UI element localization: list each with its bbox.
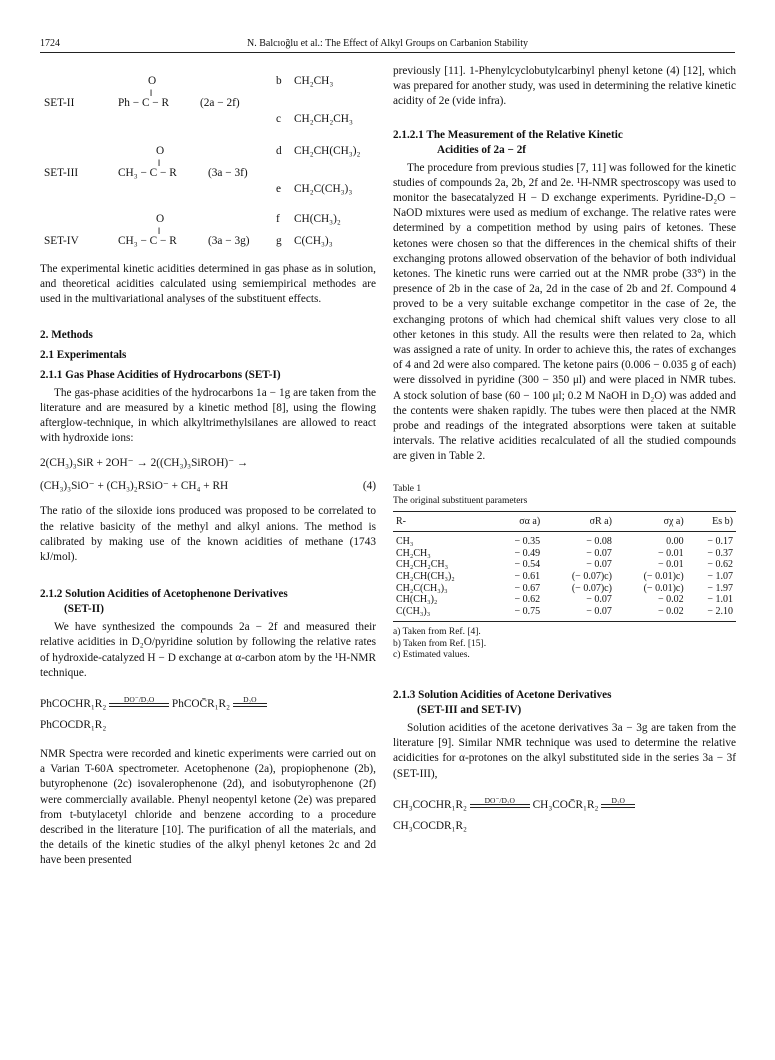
table-label: Table 1 (393, 483, 422, 494)
table-cell: − 0.01 (658, 547, 684, 559)
table-row (393, 571, 736, 583)
paragraph-previously: previously [11]. 1-Phenylcyclobutylcarbinyl phenyl ketone (4) [12], which was prepared for another study, was used in determining the relative kinetic acidity of 2e (vide infra). (393, 65, 736, 108)
heading-methods: 2. Methods (40, 328, 93, 341)
table-cell: (− 0.01)c) (643, 571, 684, 583)
heading-211: 2.1.1 Gas Phase Acidities of Hydrocarbons (SET-I) (40, 368, 281, 381)
heading-212-line1: 2.1.2 Solution Acidities of Acetophenone Derivatives (40, 588, 288, 601)
table-cell: (− 0.01)c) (643, 582, 684, 594)
table-cell: − 0.49 (514, 547, 541, 559)
table-cell: − 0.67 (514, 582, 541, 594)
heading-213 (393, 688, 736, 718)
carbanion: CH₃COC̄R₁R₂ (532, 798, 599, 811)
substituent-letter: b (276, 75, 282, 87)
equilibrium-arrow (233, 695, 267, 707)
table-cell: − 1.97 (707, 582, 733, 594)
set3-label: SET-III (44, 167, 79, 179)
left-column (40, 64, 376, 869)
set4-label: SET-IV (44, 235, 79, 247)
paragraph-2121: The procedure from previous studies [7, 11] was followed for the kinetic studies of compounds 2a, 2b, 2f and 2e. ¹H-NMR spectroscopy was used to monitor the basecatalyzed H − D exchange experiments. Pyridine-D₂O − NaOD mixtures were used as medium of exchange. The relative rates were determined by a competition method by using pairs of ketones. These ketones were chosen so that the differences in the chemical shifts of their exchanging protons allowed observation of the behavior of both individual ketones. The kinetic runs were carried out at the NMR probe (33°) in the presence of 2b in the case of 2a, 2d in the case of 2b and 2f. Compound 4 proved to be a very suitable exchange competitor in the case of 2e, the exchanging protons of which had chemical shift values very close to all other ketones in this study. All the results were then related to 2a, which was assigned a rate of unity. In order to achieve this, the rates of exchanges of 4 and 2d were also compared. The ketone pairs (0.006 − 0.035 g of each) were dissolved in pyridine (300 − 350 μl) and were placed in NMR tubes. A stock solution of base (60 − 100 μl; 0.2 M NaOH in D₂O) was added and the contents were shaken rapidly. The tubes were then placed at the NMR probe and readings of the integrated absorptions were taken at suitable intervals. The relative acidities recalculated of all the studied compounds are given in Table 2. (393, 161, 736, 463)
substituent-group: CH₂C(CH₃)₃ (294, 183, 353, 195)
product: CH₃COCDR₁R₂ (393, 819, 467, 832)
arrow-label: DO⁻/D₂O (484, 796, 515, 806)
table-header: σχ a) (663, 515, 684, 527)
paragraph-ratio: The ratio of the siloxide ions produced was proposed to be correlated to the relative basicity of the methyl and alkyl anions. The method is calibrated by making use of the known acidities of methane (1743 kJ/mol). (40, 505, 376, 564)
substituent-group: CH(CH₃)₂ (294, 213, 341, 225)
substituent-group: C(CH₃)₃ (294, 235, 333, 247)
set4-formula: CH₃ − C − R (118, 235, 177, 247)
page-number: 1724 (40, 38, 60, 49)
table-cell: − 0.02 (658, 605, 684, 617)
table-header: Es b) (712, 515, 733, 527)
arrow-label: DO⁻/D₂O (123, 695, 155, 705)
table-cell: − 0.54 (514, 559, 541, 571)
set4-range: (3a − 3g) (208, 235, 250, 247)
reactant: PhCOCHR₁R₂ (40, 698, 107, 711)
table-cell: − 0.75 (514, 605, 541, 617)
set3-formula: CH₃ − C − R (118, 167, 177, 179)
equation-4-line2: (CH₃)₃SiO⁻ + (CH₃)₂RSiO⁻ + CH₄ + RH (40, 480, 229, 493)
table-cell: − 0.02 (658, 594, 684, 606)
running-header (40, 38, 735, 53)
table-cell: − 2.10 (707, 605, 733, 617)
substituent-letter: e (276, 183, 282, 195)
set3-range: (3a − 3f) (208, 167, 248, 179)
table-cell: (− 0.07)c) (571, 582, 612, 594)
equilibrium-arrow (109, 695, 169, 707)
table-cell: (− 0.07)c) (571, 571, 612, 583)
paragraph-211: The gas-phase acidities of the hydrocarbons 1a − 1g are taken from the literature and are measured by a kinetic method [8], using the flowing afterglow-technique, in which alkyltrimethylsilanes are allowed to react with hydroxide ions: (40, 386, 376, 445)
paragraph-212: We have synthesized the compounds 2a − 2f and measured their relative acidities in D₂O/pyridine solution by following the relative rates of hydroxide-catalyzed H − D exchange at α-carbon atom by the ¹H-NMR technique. (40, 621, 376, 679)
equation-4 (40, 456, 376, 494)
right-column (393, 64, 736, 834)
table-row (393, 583, 736, 595)
paragraph-213: Solution acidities of the acetone derivatives 3a − 3g are taken from the literature [9]. Similar NMR technique was used to determine the relative acidicities for α-protones on the alkyl substituted side in the series 3a − 3f (SET-III), (393, 721, 736, 780)
table-cell: − 0.07 (586, 594, 612, 606)
footnote: a) Taken from Ref. [4]. (393, 627, 481, 638)
table-cell: CH(CH₃)₂ (396, 594, 438, 606)
heading-212-line2: (SET-II) (64, 603, 105, 616)
reactant: CH₃COCHR₁R₂ (393, 798, 467, 811)
equation-4-line1: 2(CH₃)₃SiR + 2OH⁻ → 2((CH₃)₃SiROH)⁻ → (40, 457, 249, 470)
table-cell: CH₂CH₃ (396, 547, 431, 559)
substituent-letter: d (276, 145, 282, 157)
table-cell: − 0.37 (707, 547, 733, 559)
table-cell: − 0.01 (658, 559, 684, 571)
substituent-letter: g (276, 235, 282, 247)
table-cell: − 0.62 (707, 559, 733, 571)
table-cell: CH₂C(CH₃)₃ (396, 582, 448, 594)
double-bond: ‖ (158, 158, 161, 168)
table-cell: − 0.07 (586, 559, 612, 571)
substituent-letter: f (276, 213, 280, 225)
table-row (393, 548, 736, 560)
paragraph-nmr: NMR Spectra were recorded and kinetic experiments were carried out on a Varian T-60A spectrometer. Acetophenone (2a), propiophenone (2b), butyrophenone (2c) isovalerophenone (2d), and isobutyrophenone (2f) were commercially available. Phenyl neopentyl ketone (2e) was prepared from t-butylacetyl chloride and benzene according to a procedure described in the literature [10]. The purification of all the materials, and the details of the kinetic studies of the alkyl phenyl ketones 2c and 2d have been presented (40, 748, 376, 867)
table-cell: − 1.07 (707, 571, 733, 583)
table-cell: − 0.62 (514, 594, 541, 606)
table-cell: 0.00 (666, 536, 684, 548)
double-bond: ‖ (158, 226, 161, 236)
substituent-group: CH₂CH₂CH₃ (294, 113, 353, 125)
heading-2121-line1: 2.1.2.1 The Measurement of the Relative Kinetic (393, 128, 623, 141)
oxygen-label: O (156, 213, 165, 225)
arrow-label: D₂O (611, 796, 625, 806)
oxygen-label: O (148, 75, 157, 87)
table-header: σα a) (519, 515, 541, 527)
substituent-letter: c (276, 113, 282, 125)
table-cell: − 0.61 (514, 571, 541, 583)
table-cell: CH₃ (396, 536, 414, 548)
set2-formula: Ph − C − R (118, 97, 170, 109)
exchange-equation-acetone (393, 798, 736, 834)
table-cell: CH₂CH₂CH₃ (396, 559, 449, 571)
carbanion: PhCOC̄R₁R₂ (171, 698, 231, 711)
product: PhCOCDR₁R₂ (40, 719, 107, 732)
substituent-table (393, 511, 736, 623)
table-cell: − 0.35 (514, 536, 541, 548)
table-row (393, 559, 736, 571)
substituent-group: CH₂CH₃ (294, 75, 334, 87)
footnote: b) Taken from Ref. [15]. (393, 638, 487, 649)
double-bond: ‖ (150, 88, 153, 98)
set2-label: SET-II (44, 97, 75, 109)
heading-212 (40, 587, 376, 617)
table-caption: The original substituent parameters (393, 495, 528, 506)
heading-213-line2: (SET-III and SET-IV) (417, 703, 522, 716)
heading-213-line1: 2.1.3 Solution Acidities of Acetone Derivatives (393, 688, 612, 701)
equation-number: (4) (362, 480, 376, 493)
footnote: c) Estimated values. (393, 650, 470, 661)
equilibrium-arrow (601, 796, 635, 808)
running-title: N. Balcıoğlu et al.: The Effect of Alkyl Groups on Carbanion Stability (247, 38, 528, 49)
table-cell: − 0.07 (586, 605, 612, 617)
intro-paragraph: The experimental kinetic acidities determined in gas phase as in solution, and theoretical acidities calculated using semiempirical methodes are used in the multivariational analyses of the substituent effects. (40, 263, 376, 306)
heading-2121-line2: Acidities of 2a − 2f (437, 143, 527, 156)
table-cell: CH₂CH(CH₃)₂ (396, 571, 455, 583)
heading-2121 (393, 128, 736, 158)
set2-range: (2a − 2f) (200, 97, 240, 109)
exchange-equation-acetophenone (40, 697, 376, 733)
oxygen-label: O (156, 145, 165, 157)
table-cell: − 0.07 (586, 547, 612, 559)
table-header-row (393, 511, 736, 532)
table-header: R- (396, 515, 406, 527)
substituent-group: CH₂CH(CH₃)₂ (294, 145, 361, 157)
table-cell: − 0.17 (707, 536, 733, 548)
table-row (393, 594, 736, 606)
table-cell: − 1.01 (707, 594, 733, 606)
heading-experimentals: 2.1 Experimentals (40, 348, 127, 361)
table-cell: − 0.08 (586, 536, 612, 548)
table-header: σR a) (589, 515, 612, 527)
table-row (393, 532, 736, 548)
table-cell: C(CH₃)₃ (396, 605, 431, 617)
arrow-label: D₂O (243, 695, 257, 705)
table-row (393, 606, 736, 622)
equilibrium-arrow (470, 796, 530, 808)
ketone-sets-scheme (40, 64, 376, 254)
